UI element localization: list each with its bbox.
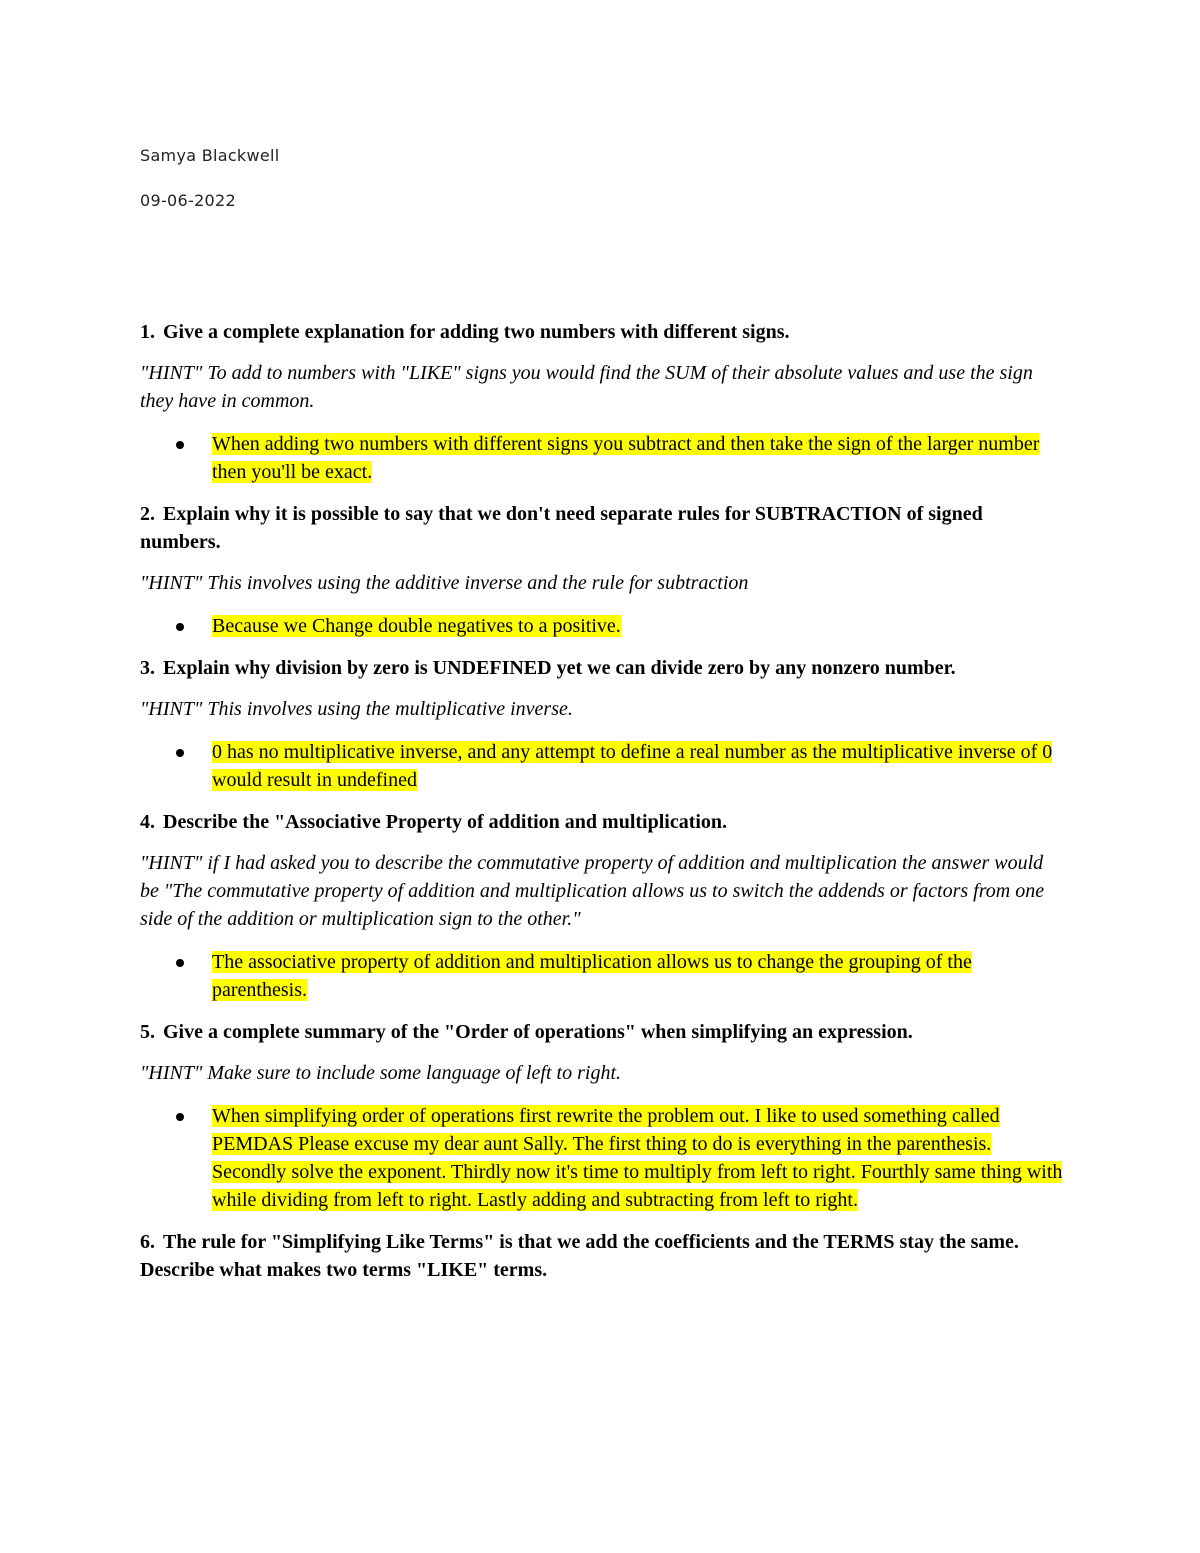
question-4 xyxy=(140,808,1065,836)
author-name: Samya Blackwell xyxy=(140,146,280,165)
hint-1: "HINT" To add to numbers with "LIKE" signs you would find the SUM of their absolute values and use the sign they have in common. xyxy=(140,362,1033,412)
hint-2: "HINT" This involves using the additive inverse and the rule for subtraction xyxy=(140,572,749,594)
bullet-icon xyxy=(176,959,184,967)
question-5 xyxy=(140,1018,1065,1046)
bullet-icon xyxy=(176,623,184,631)
question-prompt: Give a complete explanation for adding two numbers with different signs. xyxy=(163,321,790,343)
question-number: 6. xyxy=(140,1231,155,1253)
answer-2 xyxy=(140,612,1065,640)
question-2 xyxy=(140,500,1065,556)
highlighted-answer: Because we Change double negatives to a positive. xyxy=(212,615,621,637)
highlighted-answer: 0 has no multiplicative inverse, and any attempt to define a real number as the multiplicative inverse of 0 would result in undefined xyxy=(212,741,1053,791)
highlighted-answer: When simplifying order of operations first rewrite the problem out. I like to used something called PEMDAS Please excuse my dear aunt Sally. The first thing to do is everything in the parenthesis. Secondly solve the exponent. Thirdly now it's time to multiply from left to right. Fourthly same thing with while dividing from left to right. Lastly adding and subtracting from left to right. xyxy=(212,1105,1063,1211)
bullet-icon xyxy=(176,749,184,757)
answer-3 xyxy=(140,738,1065,794)
document-body xyxy=(140,318,1065,1297)
question-prompt: Describe the "Associative Property of addition and multiplication. xyxy=(163,811,728,833)
answer-4 xyxy=(140,948,1065,1004)
question-number: 1. xyxy=(140,321,155,343)
highlighted-answer: The associative property of addition and multiplication allows us to change the grouping of the parenthesis. xyxy=(212,951,972,1001)
answer-5 xyxy=(140,1102,1065,1214)
document-date: 09-06-2022 xyxy=(140,191,236,210)
question-number: 2. xyxy=(140,503,155,525)
hint-5: "HINT" Make sure to include some language of left to right. xyxy=(140,1062,621,1084)
question-6 xyxy=(140,1228,1065,1284)
bullet-icon xyxy=(176,441,184,449)
hint-3: "HINT" This involves using the multiplicative inverse. xyxy=(140,698,573,720)
hint-4: "HINT" if I had asked you to describe the commutative property of addition and multiplication the answer would be "The commutative property of addition and multiplication allows us to switch the addends or factors from one side of the addition or multiplication sign to the other." xyxy=(140,852,1045,930)
question-prompt: The rule for "Simplifying Like Terms" is that we add the coefficients and the TERMS stay the same. Describe what makes two terms "LIKE" terms. xyxy=(140,1231,1019,1281)
question-3 xyxy=(140,654,1065,682)
highlighted-answer: When adding two numbers with different signs you subtract and then take the sign of the larger number then you'll be exact. xyxy=(212,433,1040,483)
question-prompt: Explain why division by zero is UNDEFINED yet we can divide zero by any nonzero number. xyxy=(163,657,956,679)
question-number: 4. xyxy=(140,811,155,833)
question-prompt: Explain why it is possible to say that we don't need separate rules for SUBTRACTION of signed numbers. xyxy=(140,503,983,553)
question-prompt: Give a complete summary of the "Order of operations" when simplifying an expression. xyxy=(163,1021,913,1043)
answer-1 xyxy=(140,430,1065,486)
question-1 xyxy=(140,318,1065,346)
bullet-icon xyxy=(176,1113,184,1121)
question-number: 5. xyxy=(140,1021,155,1043)
question-number: 3. xyxy=(140,657,155,679)
